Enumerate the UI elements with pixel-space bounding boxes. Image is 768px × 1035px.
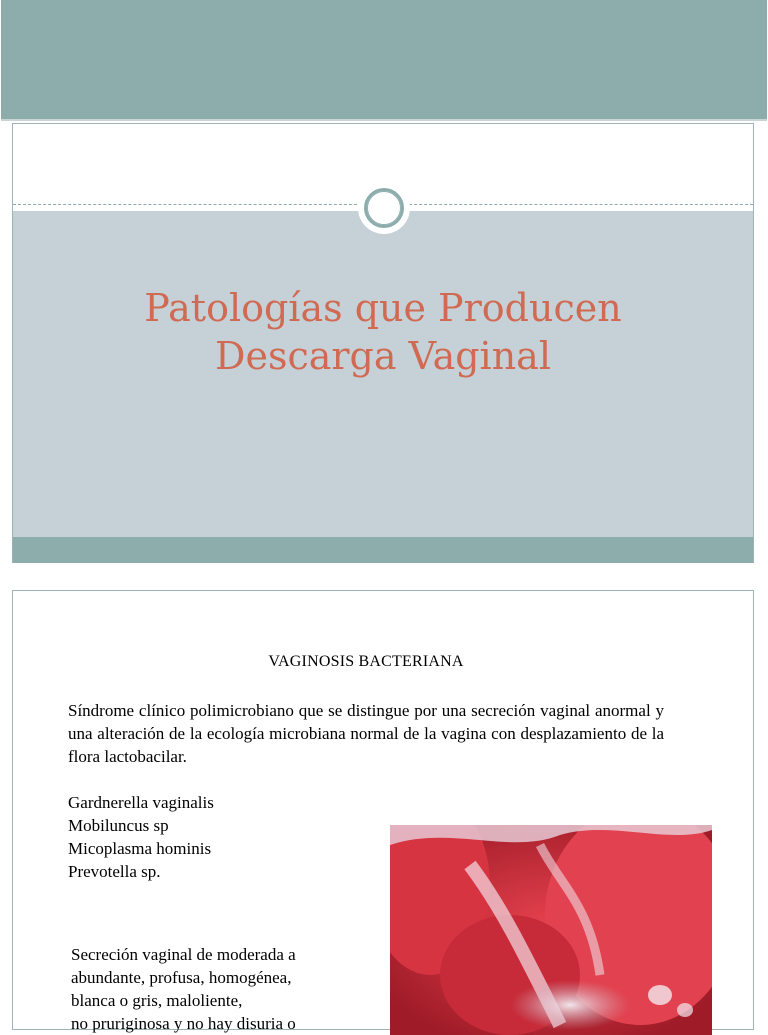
top-banner (1, 0, 767, 121)
content-slide (12, 590, 754, 1033)
description-paragraph (71, 943, 371, 1035)
title-slide (12, 123, 754, 563)
list-item: Micoplasma hominis (68, 839, 212, 858)
bottom-accent-band (13, 537, 753, 563)
slide-title (13, 284, 753, 380)
description-line: abundante, profusa, homogénea, (71, 968, 292, 987)
circle-ornament-icon (359, 183, 409, 233)
description-line: Secreción vaginal de moderada a (71, 945, 296, 964)
section-heading: VAGINOSIS BACTERIANA (268, 653, 464, 670)
list-item: Gardnerella vaginalis (68, 793, 214, 812)
clinical-photo (390, 825, 712, 1035)
description-line: no pruriginosa y no hay disuria o (71, 1014, 296, 1033)
description-line: blanca o gris, maloliente, (71, 991, 243, 1010)
organism-list (68, 791, 214, 883)
definition-paragraph: Síndrome clínico polimicrobiano que se distingue por una secreción vaginal anormal y una alteración de la ecología microbiana normal de la vagina con desplazamiento de la flora lactobacilar. (68, 701, 664, 766)
slide-title-line-2: Descarga Vaginal (215, 334, 551, 378)
list-item: Prevotella sp. (68, 862, 161, 881)
slide-title-line-1: Patologías que Producen (144, 286, 622, 330)
list-item: Mobiluncus sp (68, 816, 169, 835)
